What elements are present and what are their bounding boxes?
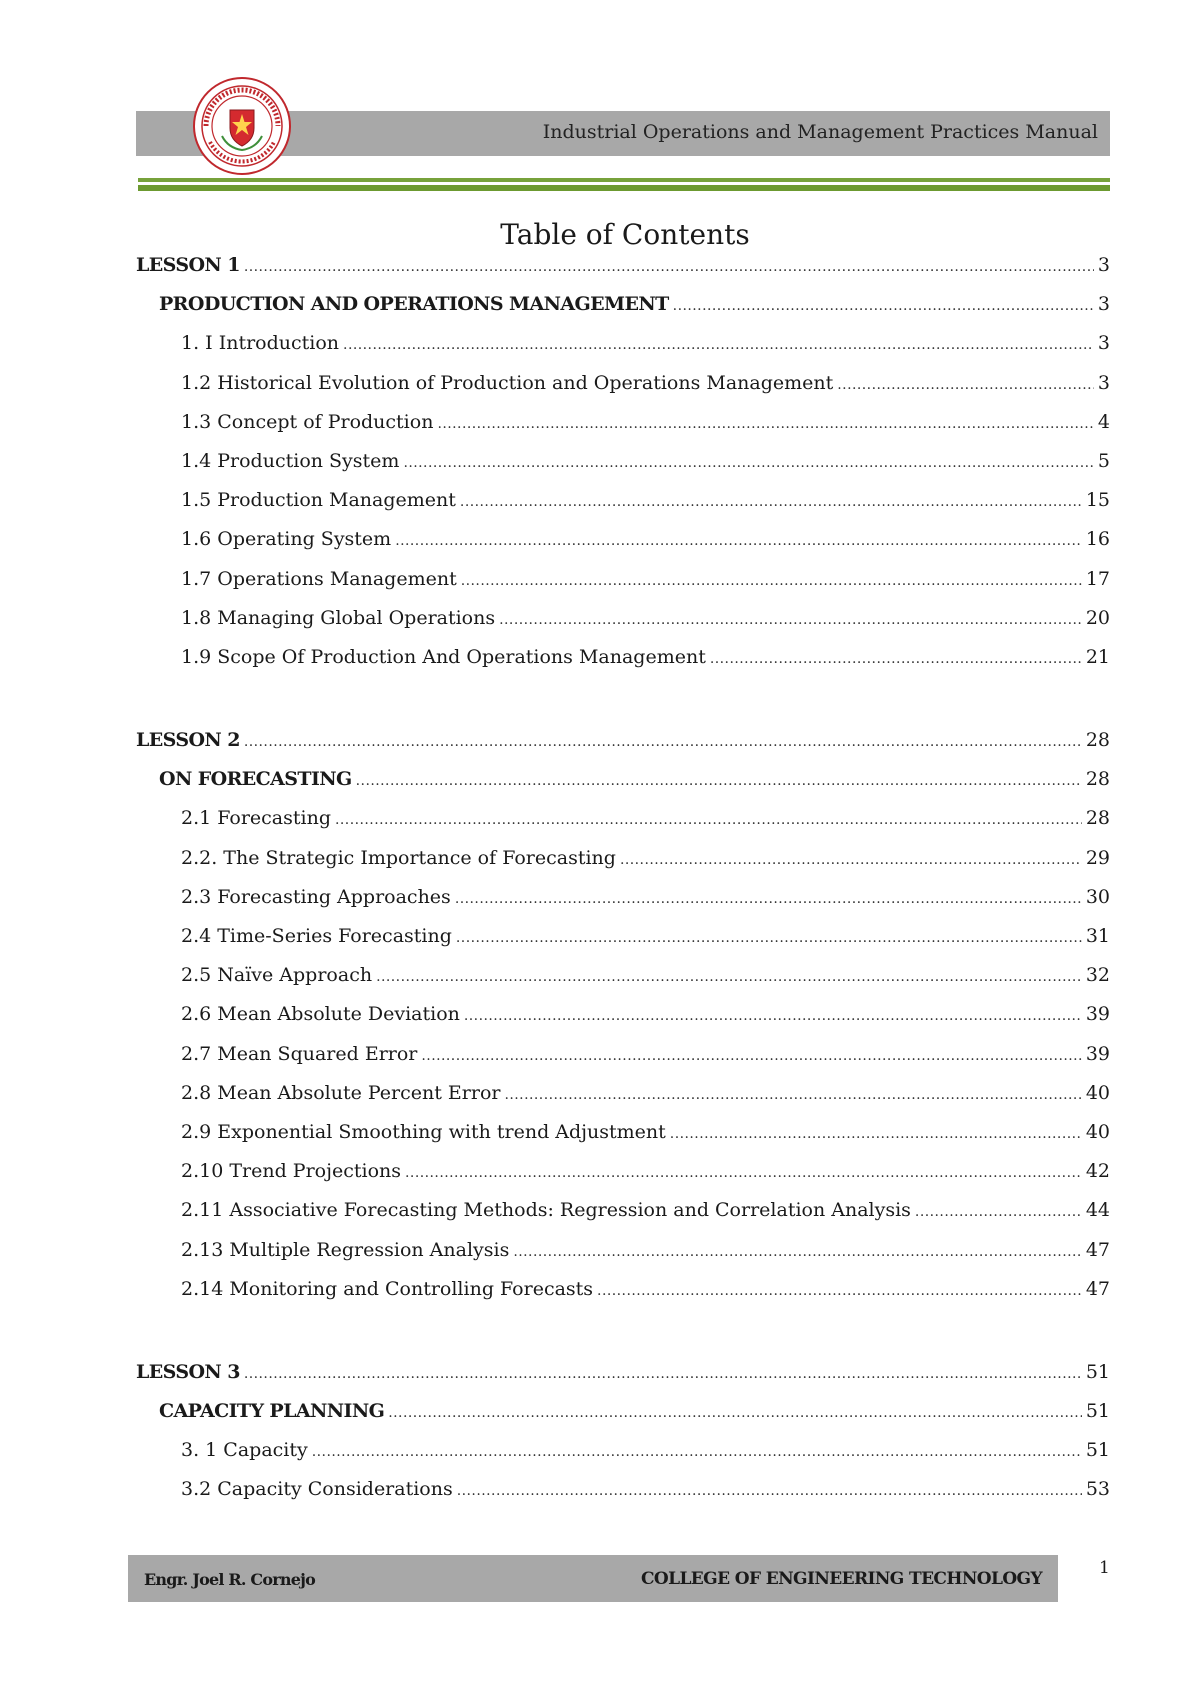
toc-dot-leader [837,377,1094,393]
toc-entry-label: 2.8 Mean Absolute Percent Error [181,1081,501,1104]
toc-chapter-entry[interactable] [136,1400,1110,1439]
header-green-line-top [138,178,1110,182]
toc-section-entry[interactable] [136,1439,1110,1478]
toc-lesson-entry[interactable] [136,254,1110,293]
university-seal-icon [192,76,292,176]
toc-dot-leader [504,1087,1081,1103]
toc-entry-page: 29 [1085,846,1110,869]
toc-dot-leader [670,1126,1082,1142]
footer-bar [128,1555,1058,1602]
toc-dot-leader [335,812,1082,828]
toc-entry-label: LESSON 1 [136,254,240,276]
toc-entry-page: 16 [1085,528,1110,551]
toc-section-entry[interactable] [136,1160,1110,1199]
toc-dot-leader [457,1483,1082,1499]
toc-section-entry[interactable] [136,411,1110,450]
toc-section-entry[interactable] [136,1478,1110,1517]
toc-entry-label: 1.7 Operations Management [181,567,457,590]
toc-entry-page: 40 [1085,1081,1110,1104]
toc-section-entry[interactable] [136,450,1110,489]
toc-entry-label: 2.10 Trend Projections [181,1160,402,1183]
header-title: Industrial Operations and Management Practices Manual [542,121,1098,143]
toc-dot-leader [499,612,1082,628]
toc-dot-leader [388,1405,1082,1421]
toc-section-entry[interactable] [136,332,1110,371]
toc-dot-leader [437,416,1093,432]
toc-entry-page: 3 [1097,371,1110,394]
toc-entry-label: CAPACITY PLANNING [159,1400,385,1423]
toc-section-entry[interactable] [136,646,1110,685]
toc-dot-leader [456,930,1082,946]
toc-entry-label: LESSON 3 [136,1360,240,1383]
toc-title: Table of Contents [500,218,750,251]
toc-dot-leader [405,1165,1082,1181]
toc-entry-page: 47 [1085,1238,1110,1261]
toc-dot-leader [356,773,1082,789]
page-number: 1 [1099,1558,1110,1578]
table-of-contents [136,254,1110,1518]
toc-dot-leader [312,1444,1082,1460]
toc-dot-leader [461,573,1082,589]
toc-section-entry[interactable] [136,964,1110,1003]
toc-entry-label: 1.5 Production Management [181,489,456,512]
toc-entry-page: 31 [1085,925,1110,947]
toc-entry-label: 1.9 Scope Of Production And Operations Management [181,645,706,668]
toc-entry-page: 51 [1085,1400,1110,1423]
toc-entry-label: 2.13 Multiple Regression Analysis [181,1238,510,1261]
toc-dot-leader [343,337,1094,353]
toc-section-entry[interactable] [136,1043,1110,1082]
toc-section-entry[interactable] [136,886,1110,925]
toc-entry-page: 47 [1085,1277,1110,1300]
footer-author: Engr. Joel R. Cornejo [144,1570,315,1589]
toc-dot-leader [403,455,1093,471]
toc-entry-label: 1.8 Managing Global Operations [181,606,496,629]
toc-dot-leader [464,1008,1082,1024]
toc-entry-label: 2.14 Monitoring and Controlling Forecasts [181,1277,594,1300]
toc-entry-label: 2.6 Mean Absolute Deviation [181,1003,460,1026]
toc-entry-page: 28 [1085,807,1110,830]
toc-entry-page: 5 [1097,449,1110,472]
toc-entry-label: 2.5 Naïve Approach [181,964,373,987]
toc-entry-page: 51 [1085,1360,1110,1383]
toc-section-entry[interactable] [136,568,1110,607]
toc-entry-page: 42 [1085,1160,1110,1183]
toc-chapter-entry[interactable] [136,293,1110,332]
toc-section-entry[interactable] [136,489,1110,528]
toc-entry-page: 20 [1085,606,1110,629]
toc-entry-label: 2.4 Time-Series Forecasting [181,925,452,947]
toc-section-entry[interactable] [136,847,1110,886]
toc-entry-label: 1.4 Production System [181,449,400,472]
toc-entry-label: 3.2 Capacity Considerations [181,1478,453,1501]
toc-dot-leader [620,852,1082,868]
toc-entry-label: PRODUCTION AND OPERATIONS MANAGEMENT [159,293,669,316]
toc-section-entry[interactable] [136,1003,1110,1042]
toc-entry-page: 21 [1085,645,1110,668]
toc-dot-leader [244,734,1082,750]
toc-lesson-entry[interactable] [136,1361,1110,1400]
toc-dot-leader [395,533,1082,549]
toc-section-entry[interactable] [136,1239,1110,1278]
toc-entry-page: 3 [1097,332,1110,355]
toc-section-entry[interactable] [136,607,1110,646]
footer-college: COLLEGE OF ENGINEERING TECHNOLOGY [640,1569,1042,1589]
toc-entry-page: 17 [1085,567,1110,590]
toc-section-entry[interactable] [136,1278,1110,1317]
toc-dot-leader [710,651,1082,667]
toc-entry-page: 32 [1085,964,1110,987]
toc-section-entry[interactable] [136,528,1110,567]
toc-dot-leader [460,494,1082,510]
toc-section-entry[interactable] [136,925,1110,964]
header-green-line-mid [138,185,1110,191]
toc-section-entry[interactable] [136,807,1110,846]
toc-section-entry[interactable] [136,1199,1110,1238]
toc-dot-leader [513,1244,1081,1260]
toc-dot-leader [244,259,1094,275]
toc-entry-label: 1.2 Historical Evolution of Production and Operations Management [181,371,834,394]
toc-dot-leader [376,969,1082,985]
toc-entry-label: 1.3 Concept of Production [181,410,434,433]
toc-entry-page: 51 [1085,1439,1110,1462]
toc-dot-leader [421,1048,1081,1064]
toc-dot-leader [915,1204,1082,1220]
toc-entry-page: 3 [1097,293,1110,316]
toc-entry-page: 4 [1097,410,1110,433]
toc-entry-page: 28 [1085,768,1110,791]
toc-entry-label: 2.3 Forecasting Approaches [181,885,451,908]
toc-entry-page: 3 [1097,254,1110,276]
toc-entry-page: 39 [1085,1042,1110,1065]
toc-dot-leader [673,298,1094,314]
toc-entry-page: 53 [1085,1478,1110,1501]
toc-entry-label: 2.9 Exponential Smoothing with trend Adjustment [181,1120,666,1143]
toc-entry-label: 2.2. The Strategic Importance of Forecasting [181,846,616,869]
toc-dot-leader [597,1283,1082,1299]
toc-entry-label: 1.6 Operating System [181,528,392,551]
toc-entry-page: 28 [1085,729,1110,752]
toc-dot-leader [244,1366,1082,1382]
toc-entry-label: 3. 1 Capacity [181,1439,308,1462]
toc-entry-label: 2.7 Mean Squared Error [181,1042,418,1065]
toc-entry-label: ON FORECASTING [159,768,352,791]
toc-section-entry[interactable] [136,1121,1110,1160]
toc-chapter-entry[interactable] [136,768,1110,807]
toc-entry-label: LESSON 2 [136,729,240,752]
toc-entry-page: 30 [1085,885,1110,908]
toc-entry-page: 44 [1085,1199,1110,1222]
header-green-line-accent [300,183,720,185]
toc-entry-label: 1. I Introduction [181,332,340,355]
toc-entry-label: 2.11 Associative Forecasting Methods: Regression and Correlation Analysis [181,1199,911,1222]
toc-entry-page: 15 [1085,489,1110,512]
toc-section-entry[interactable] [136,372,1110,411]
toc-dot-leader [455,891,1082,907]
toc-lesson-entry[interactable] [136,729,1110,768]
toc-entry-label: 2.1 Forecasting [181,807,331,830]
toc-entry-page: 40 [1085,1120,1110,1143]
toc-section-entry[interactable] [136,1082,1110,1121]
toc-entry-page: 39 [1085,1003,1110,1026]
